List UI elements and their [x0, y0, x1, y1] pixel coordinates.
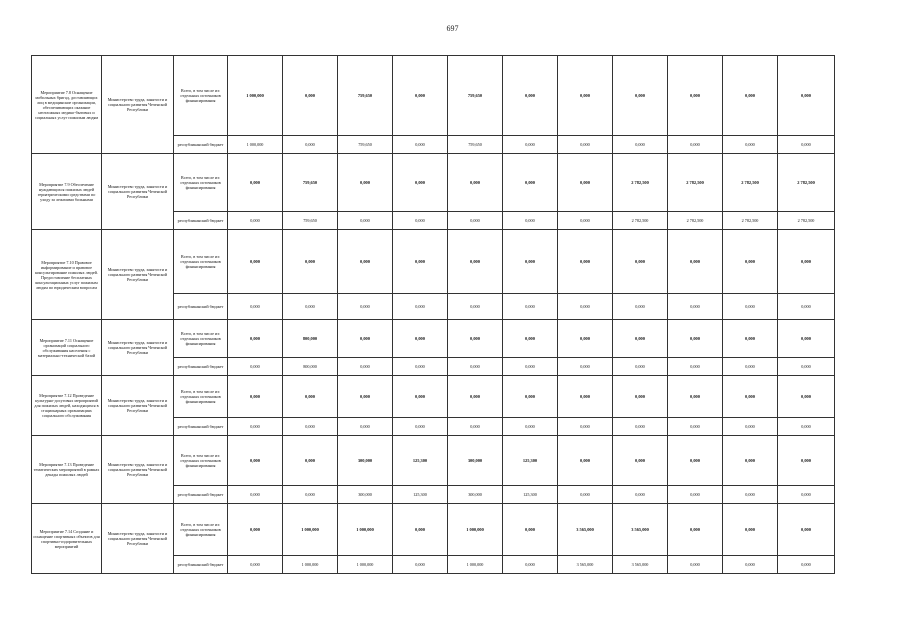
total-amount-cell: 0,000 — [778, 504, 835, 556]
total-amount-cell: 125,300 — [503, 436, 558, 486]
total-amount-cell: 0,000 — [723, 436, 778, 486]
budget-amount-cell: 0,000 — [613, 418, 668, 436]
total-amount-cell: 0,000 — [393, 56, 448, 136]
budget-amount-cell: 0,000 — [723, 486, 778, 504]
budget-amount-cell: 125,300 — [393, 486, 448, 504]
budget-amount-cell: 0,000 — [228, 486, 283, 504]
budget-amount-cell: 0,000 — [778, 486, 835, 504]
executor-name: Министерство труда, занятости и социального развития Чеченской Республики — [102, 376, 174, 436]
budget-amount-cell: 0,000 — [283, 418, 338, 436]
budget-amount-cell: 0,000 — [558, 486, 613, 504]
budget-amount-cell: 0,000 — [393, 556, 448, 574]
budget-amount-cell: 0,000 — [723, 418, 778, 436]
funding-source-total: Всего, в том числе из: отдельных источников финансирования — [174, 56, 228, 136]
total-amount-cell: 0,000 — [558, 376, 613, 418]
funding-source-total: Всего, в том числе из: отдельных источников финансирования — [174, 230, 228, 294]
budget-amount-cell: 0,000 — [393, 418, 448, 436]
page-number: 697 — [446, 24, 459, 33]
table-row — [32, 230, 835, 294]
budget-amount-cell: 0,000 — [503, 358, 558, 376]
budget-amount-cell: 0,000 — [503, 556, 558, 574]
total-amount-cell: 0,000 — [393, 230, 448, 294]
total-amount-cell: 0,000 — [503, 376, 558, 418]
total-amount-cell: 0,000 — [723, 504, 778, 556]
total-amount-cell: 0,000 — [613, 56, 668, 136]
budget-amount-cell: 0,000 — [338, 418, 393, 436]
measure-name: Мероприятие 7.8 Оснащение мобильных бригад, доставляющих лиц в медицинские организации, обеспечивающих оказание неотложных медико-бытовых и социальных услуг пожилым людям — [32, 56, 102, 154]
budget-amount-cell: 0,000 — [393, 294, 448, 320]
measure-name: Мероприятие 7.11 Оснащение организаций социального обслуживания населения с материально-технической базой — [32, 320, 102, 376]
budget-amount-cell: 0,000 — [613, 136, 668, 154]
total-amount-cell: 0,000 — [723, 56, 778, 136]
budget-amount-cell: 0,000 — [228, 358, 283, 376]
table-body — [32, 56, 835, 574]
budget-amount-cell: 0,000 — [448, 294, 503, 320]
measure-name: Мероприятие 7.14 Создание и оснащение спортивных объектов для спортивно-оздоровительных мероприятий — [32, 504, 102, 574]
budget-table — [31, 55, 835, 574]
total-amount-cell: 0,000 — [613, 376, 668, 418]
total-amount-cell: 1 000,000 — [283, 504, 338, 556]
budget-amount-cell: 1 000,000 — [228, 136, 283, 154]
measure-name: Мероприятие 7.10 Правовое информирование и правовое консультирование пожилых людей. Предоставление бесплатных консультационных услуг пожилым людям по юридическим вопросам — [32, 230, 102, 320]
budget-amount-cell: 0,000 — [613, 486, 668, 504]
budget-amount-cell: 0,000 — [448, 358, 503, 376]
total-amount-cell: 0,000 — [778, 230, 835, 294]
total-amount-cell: 0,000 — [778, 376, 835, 418]
total-amount-cell: 0,000 — [448, 154, 503, 212]
table-row — [32, 436, 835, 486]
budget-amount-cell: 0,000 — [668, 486, 723, 504]
budget-amount-cell: 0,000 — [558, 136, 613, 154]
total-amount-cell: 0,000 — [558, 154, 613, 212]
total-amount-cell: 0,000 — [393, 504, 448, 556]
budget-amount-cell: 0,000 — [778, 136, 835, 154]
total-amount-cell: 2 782,500 — [778, 154, 835, 212]
budget-amount-cell: 0,000 — [558, 212, 613, 230]
budget-amount-cell: 800,000 — [283, 358, 338, 376]
budget-amount-cell: 300,000 — [338, 486, 393, 504]
budget-amount-cell: 0,000 — [668, 358, 723, 376]
budget-amount-cell: 0,000 — [228, 556, 283, 574]
budget-amount-cell: 0,000 — [778, 358, 835, 376]
total-amount-cell: 0,000 — [503, 320, 558, 358]
total-amount-cell: 0,000 — [283, 376, 338, 418]
funding-source-total: Всего, в том числе из: отдельных источников финансирования — [174, 436, 228, 486]
total-amount-cell: 0,000 — [338, 230, 393, 294]
executor-name: Министерство труда, занятости и социального развития Чеченской Республики — [102, 436, 174, 504]
total-amount-cell: 300,000 — [338, 436, 393, 486]
budget-amount-cell: 0,000 — [393, 136, 448, 154]
total-amount-cell: 0,000 — [613, 320, 668, 358]
total-amount-cell: 0,000 — [668, 436, 723, 486]
budget-amount-cell: 0,000 — [283, 136, 338, 154]
budget-amount-cell: 0,000 — [503, 212, 558, 230]
total-amount-cell: 0,000 — [558, 436, 613, 486]
total-amount-cell: 759,650 — [283, 154, 338, 212]
budget-amount-cell: 0,000 — [558, 358, 613, 376]
budget-amount-cell: 0,000 — [668, 294, 723, 320]
total-amount-cell: 0,000 — [723, 376, 778, 418]
budget-amount-cell: 0,000 — [503, 294, 558, 320]
total-amount-cell: 0,000 — [448, 230, 503, 294]
funding-source-budget: республиканский бюджет — [174, 358, 228, 376]
total-amount-cell: 0,000 — [723, 320, 778, 358]
total-amount-cell: 125,300 — [393, 436, 448, 486]
budget-amount-cell: 0,000 — [228, 418, 283, 436]
funding-source-budget: республиканский бюджет — [174, 212, 228, 230]
executor-name: Министерство труда, занятости и социального развития Чеченской Республики — [102, 154, 174, 230]
executor-name: Министерство труда, занятости и социального развития Чеченской Республики — [102, 504, 174, 574]
table-row — [32, 504, 835, 556]
funding-source-budget: республиканский бюджет — [174, 294, 228, 320]
total-amount-cell: 759,650 — [338, 56, 393, 136]
budget-amount-cell: 0,000 — [613, 294, 668, 320]
total-amount-cell: 2 782,500 — [613, 154, 668, 212]
budget-amount-cell: 0,000 — [283, 294, 338, 320]
total-amount-cell: 0,000 — [668, 376, 723, 418]
budget-amount-cell: 0,000 — [503, 418, 558, 436]
budget-amount-cell: 125,300 — [503, 486, 558, 504]
total-amount-cell: 0,000 — [338, 154, 393, 212]
total-amount-cell: 0,000 — [723, 230, 778, 294]
total-amount-cell: 1 000,000 — [338, 504, 393, 556]
total-amount-cell: 0,000 — [778, 436, 835, 486]
funding-source-total: Всего, в том числе из: отдельных источников финансирования — [174, 504, 228, 556]
budget-amount-cell: 0,000 — [228, 212, 283, 230]
total-amount-cell: 0,000 — [613, 436, 668, 486]
budget-amount-cell: 2 782,500 — [668, 212, 723, 230]
total-amount-cell: 0,000 — [393, 154, 448, 212]
budget-amount-cell: 0,000 — [558, 418, 613, 436]
budget-amount-cell: 0,000 — [503, 136, 558, 154]
total-amount-cell: 0,000 — [228, 504, 283, 556]
total-amount-cell: 0,000 — [393, 376, 448, 418]
total-amount-cell: 2 782,500 — [723, 154, 778, 212]
budget-amount-cell: 0,000 — [228, 294, 283, 320]
total-amount-cell: 0,000 — [503, 56, 558, 136]
total-amount-cell: 0,000 — [338, 376, 393, 418]
budget-amount-cell: 0,000 — [283, 486, 338, 504]
total-amount-cell: 0,000 — [228, 230, 283, 294]
budget-amount-cell: 0,000 — [668, 556, 723, 574]
total-amount-cell: 0,000 — [503, 154, 558, 212]
budget-amount-cell: 2 782,500 — [613, 212, 668, 230]
table-row — [32, 376, 835, 418]
total-amount-cell: 300,000 — [448, 436, 503, 486]
table-row — [32, 320, 835, 358]
budget-amount-cell: 3 565,000 — [558, 556, 613, 574]
budget-amount-cell: 0,000 — [668, 136, 723, 154]
total-amount-cell: 3 565,000 — [613, 504, 668, 556]
budget-amount-cell: 0,000 — [558, 294, 613, 320]
total-amount-cell: 0,000 — [228, 376, 283, 418]
total-amount-cell: 800,000 — [283, 320, 338, 358]
total-amount-cell: 0,000 — [668, 230, 723, 294]
budget-amount-cell: 0,000 — [778, 294, 835, 320]
total-amount-cell: 0,000 — [283, 436, 338, 486]
total-amount-cell: 0,000 — [503, 504, 558, 556]
executor-name: Министерство труда, занятости и социального развития Чеченской Республики — [102, 56, 174, 154]
budget-amount-cell: 3 565,000 — [613, 556, 668, 574]
budget-amount-cell: 1 000,000 — [283, 556, 338, 574]
budget-amount-cell: 0,000 — [723, 294, 778, 320]
budget-amount-cell: 0,000 — [393, 358, 448, 376]
total-amount-cell: 0,000 — [613, 230, 668, 294]
total-amount-cell: 0,000 — [283, 230, 338, 294]
budget-amount-cell: 0,000 — [393, 212, 448, 230]
total-amount-cell: 0,000 — [668, 320, 723, 358]
budget-amount-cell: 1 000,000 — [338, 556, 393, 574]
budget-amount-cell: 2 782,500 — [778, 212, 835, 230]
total-amount-cell: 0,000 — [228, 436, 283, 486]
measure-name: Мероприятие 7.12 Проведение культурно-досуговых мероприятий для пожилых людей, находящихся в стационарных организациях социального обслуживания — [32, 376, 102, 436]
measure-name: Мероприятие 7.9 Обеспечение нуждающихся пожилых людей гериатрическими средствами по уходу за лежачими больными — [32, 154, 102, 230]
total-amount-cell: 0,000 — [668, 504, 723, 556]
total-amount-cell: 759,650 — [448, 56, 503, 136]
total-amount-cell: 0,000 — [778, 56, 835, 136]
total-amount-cell: 3 565,000 — [558, 504, 613, 556]
funding-source-total: Всего, в том числе из: отдельных источников финансирования — [174, 154, 228, 212]
measure-name: Мероприятие 7.13 Проведение тематических мероприятий в рамках декады пожилых людей — [32, 436, 102, 504]
budget-amount-cell: 0,000 — [778, 418, 835, 436]
budget-amount-cell: 0,000 — [448, 418, 503, 436]
table-row — [32, 56, 835, 136]
total-amount-cell: 1 000,000 — [228, 56, 283, 136]
budget-amount-cell: 0,000 — [448, 212, 503, 230]
funding-source-total: Всего, в том числе из: отдельных источников финансирования — [174, 376, 228, 418]
budget-amount-cell: 0,000 — [723, 556, 778, 574]
total-amount-cell: 0,000 — [503, 230, 558, 294]
budget-amount-cell: 759,650 — [448, 136, 503, 154]
budget-amount-cell: 1 000,000 — [448, 556, 503, 574]
budget-amount-cell: 759,650 — [283, 212, 338, 230]
budget-amount-cell: 759,650 — [338, 136, 393, 154]
total-amount-cell: 0,000 — [778, 320, 835, 358]
funding-source-budget: республиканский бюджет — [174, 418, 228, 436]
funding-source-budget: республиканский бюджет — [174, 486, 228, 504]
total-amount-cell: 0,000 — [338, 320, 393, 358]
budget-amount-cell: 0,000 — [668, 418, 723, 436]
total-amount-cell: 0,000 — [448, 376, 503, 418]
total-amount-cell: 0,000 — [558, 230, 613, 294]
table-row — [32, 154, 835, 212]
total-amount-cell: 0,000 — [448, 320, 503, 358]
budget-amount-cell: 0,000 — [723, 136, 778, 154]
budget-amount-cell: 0,000 — [613, 358, 668, 376]
total-amount-cell: 0,000 — [668, 56, 723, 136]
budget-amount-cell: 0,000 — [723, 358, 778, 376]
executor-name: Министерство труда, занятости и социального развития Чеченской Республики — [102, 230, 174, 320]
total-amount-cell: 0,000 — [558, 320, 613, 358]
funding-source-budget: республиканский бюджет — [174, 556, 228, 574]
budget-amount-cell: 0,000 — [338, 294, 393, 320]
total-amount-cell: 1 000,000 — [448, 504, 503, 556]
budget-amount-cell: 2 782,500 — [723, 212, 778, 230]
budget-amount-cell: 0,000 — [338, 212, 393, 230]
funding-source-total: Всего, в том числе из: отдельных источников финансирования — [174, 320, 228, 358]
total-amount-cell: 0,000 — [228, 320, 283, 358]
executor-name: Министерство труда, занятости и социального развития Чеченской Республики — [102, 320, 174, 376]
total-amount-cell: 0,000 — [283, 56, 338, 136]
budget-amount-cell: 0,000 — [778, 556, 835, 574]
total-amount-cell: 2 782,500 — [668, 154, 723, 212]
budget-amount-cell: 0,000 — [338, 358, 393, 376]
budget-amount-cell: 300,000 — [448, 486, 503, 504]
funding-source-budget: республиканский бюджет — [174, 136, 228, 154]
total-amount-cell: 0,000 — [393, 320, 448, 358]
total-amount-cell: 0,000 — [228, 154, 283, 212]
total-amount-cell: 0,000 — [558, 56, 613, 136]
